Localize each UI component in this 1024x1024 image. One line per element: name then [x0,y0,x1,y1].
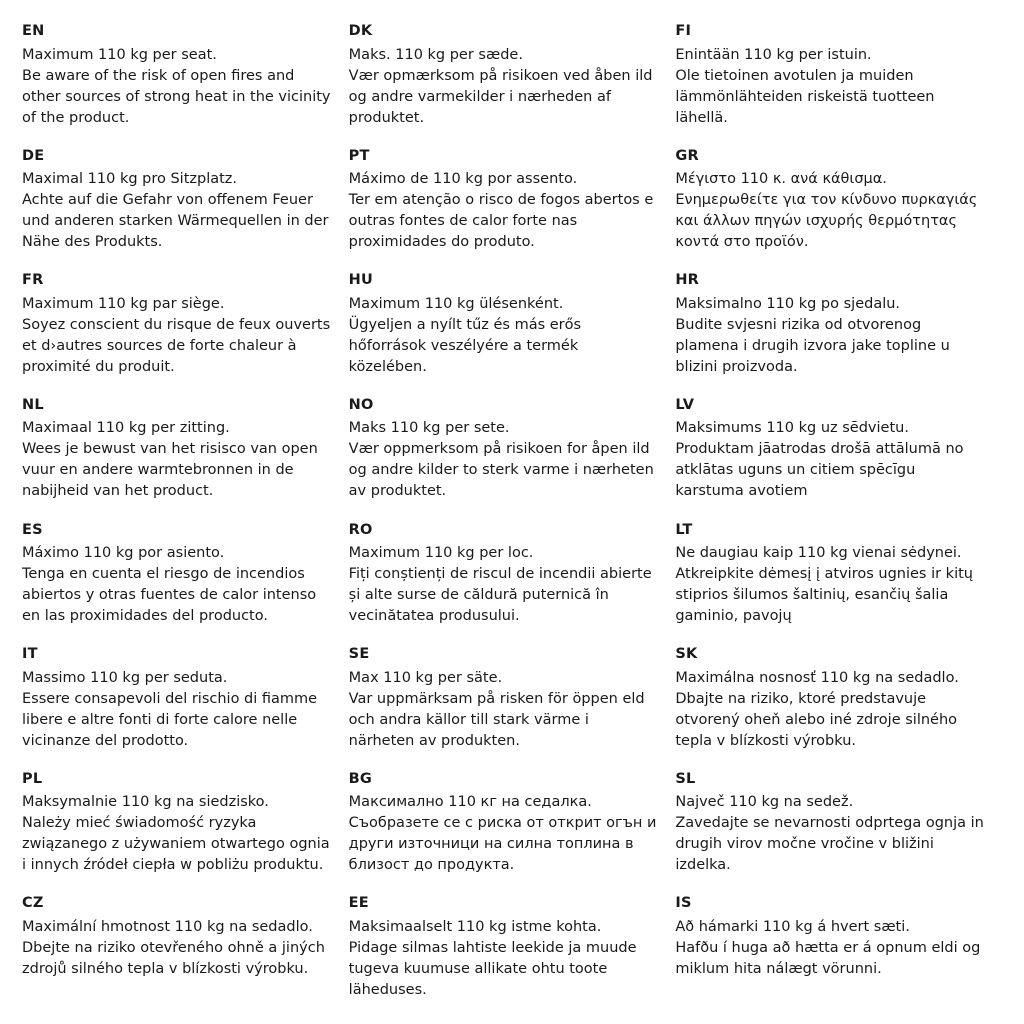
language-entry [22,894,331,980]
language-code: SK [675,646,698,663]
language-text: Ne daugiau kaip 110 kg vienai sėdynei. Atkreipkite dėmesį į atviros ugnies ir kitų stiprios šilumos šaltinių, esančių šalia gaminio, pavojų [675,545,973,625]
language-code: IS [675,895,692,912]
language-code: FI [675,23,692,39]
language-code: GR [675,147,699,164]
language-text: Maximal 110 kg pro Sitzplatz. Achte auf die Gefahr von offenem Feuer und anderen starken Wärmequellen in der Nähe des Produkts. [22,171,329,251]
language-column-3 [675,22,1002,980]
language-code: FR [22,272,44,289]
language-code: PT [348,147,370,164]
language-entry [675,770,984,877]
language-entry [675,396,984,503]
language-entry [22,396,331,503]
language-code: IT [22,646,38,663]
language-text: Maximum 110 kg per loc. Fiți conștienți de riscul de incendii abierte și alte surse de căldură puternică în vecinătatea produsului. [348,545,652,625]
language-code: RO [348,521,373,538]
language-text: Maksimums 110 kg uz sēdvietu. Produktam jāatrodas drošā attālumā no atklātas uguns un citiem spēcīgu karstuma avotiem [675,420,964,500]
language-entry [675,271,984,378]
language-text: Maximum 110 kg par siège. Soyez conscient du risque de feux ouverts et d›autres sources de forte chaleur à proximité du produit. [22,295,331,375]
language-text: Máximo 110 kg por asiento. Tenga en cuenta el riesgo de incendios abiertos y otras fuentes de calor intenso en las proximidades del producto. [22,545,317,625]
language-entry [349,521,658,628]
language-text: Máximo de 110 kg por assento. Ter em atenção o risco de fogos abertos e outras fontes de calor forte nas proximidades do produto. [348,171,654,251]
language-text: Max 110 kg per säte. Var uppmärksam på risken för öppen eld och andra källor till stark värme i närheten av produkten. [348,669,645,749]
language-entry [349,645,658,752]
language-text: Maximaal 110 kg per zitting. Wees je bewust van het risisco van open vuur en andere warmtebronnen in de nabijheid van het product. [22,420,318,500]
language-entry [22,770,331,877]
language-entry [675,147,984,254]
language-text: Maximálna nosnosť 110 kg na sedadlo. Dbajte na riziko, ktoré predstavuje otvorený oheň alebo iné zdroje silného tepla v blízkosti výrobku. [675,669,959,749]
language-code: DK [348,23,373,39]
language-code: PL [22,770,43,787]
language-text: Maks 110 kg per sete. Vær oppmerksom på risikoen for åpen ild og andre kilder to sterk varme i nærheten av produktet. [348,420,654,500]
language-entry [349,271,658,378]
language-text: Maksimalno 110 kg po sjedalu. Budite svjesni rizika od otvorenog plamena i drugih izvora jake topline u blizini proizvoda. [675,295,950,375]
language-code: NO [348,396,374,413]
language-text: Maks. 110 kg per sæde. Vær opmærksom på risikoen ved åben ild og andre varmekilder i nærheden af produktet. [348,46,653,126]
language-code: LV [675,396,695,413]
language-code: BG [348,770,373,787]
language-text: Massimo 110 kg per seduta. Essere consapevoli del rischio di fiamme libere e altre fonti di forte calore nelle vicinanze del prodotto. [22,669,318,749]
language-entry [349,396,658,503]
language-code: DE [22,147,45,164]
language-text: Največ 110 kg na sedež. Zavedajte se nevarnosti odprtega ognja in drugih virov močne vročine v bližini izdelka. [675,794,984,874]
language-code: CZ [22,895,44,912]
language-text: Maximum 110 kg per seat. Be aware of the risk of open fires and other sources of strong heat in the vicinity of the product. [22,46,331,126]
language-text: Максимално 110 кг на седалка. Съобразете се с риска от открит огън и други източници на силна топлина в близост до продукта. [348,794,657,874]
language-entry [22,521,331,628]
language-code: SL [675,770,696,787]
language-code: LT [675,521,693,538]
language-text: Maximální hmotnost 110 kg na sedadlo. Dbejte na riziko otevřeného ohně a jiných zdrojů silného tepla v blízkosti výrobku. [22,918,325,977]
language-entry [349,22,658,129]
language-text: Μέγιστο 110 κ. ανά κάθισμα. Ενημερωθείτε για τον κίνδυνο πυρκαγιάς και άλλων πηγών ισχυρής θερμότητας κοντά στο προϊόν. [675,171,978,251]
language-text: Að hámarki 110 kg á hvert sæti. Hafðu í huga að hætta er á opnum eldi og miklum hita nálægt vörunni. [675,918,981,977]
language-entry [349,894,658,1001]
language-text: Maksymalnie 110 kg na siedzisko. Należy mieć świadomość ryzyka związanego z używaniem otwartego ognia i innych źródeł ciepła w pobliżu produktu. [22,794,330,874]
language-entry [675,521,984,628]
language-code: HR [675,272,700,289]
language-text: Maximum 110 kg ülésenként. Ügyeljen a nyílt tűz és más erős hőforrások veszélyére a termék közelében. [348,295,582,375]
language-column-1 [22,22,349,980]
language-code: HU [348,272,373,289]
language-text: Maksimaalselt 110 kg istme kohta. Pidage silmas lahtiste leekide ja muude tugeva kuumuse allikate ohtu toote läheduses. [348,918,637,998]
language-entry [675,894,984,980]
language-code: ES [22,521,43,538]
language-entry [675,22,984,129]
language-entry [22,147,331,254]
language-code: EN [22,23,45,39]
language-code: NL [22,396,44,413]
language-code: SE [348,646,370,663]
language-entry [349,147,658,254]
language-entry [349,770,658,877]
language-code: EE [348,895,369,912]
language-entry [675,645,984,752]
language-entry [22,22,331,129]
language-entry [22,271,331,378]
language-column-2 [349,22,676,1001]
language-entry [22,645,331,752]
language-text: Enintään 110 kg per istuin. Ole tietoinen avotulen ja muiden lämmönlähteiden riskeistä tuotteen lähellä. [675,46,935,126]
